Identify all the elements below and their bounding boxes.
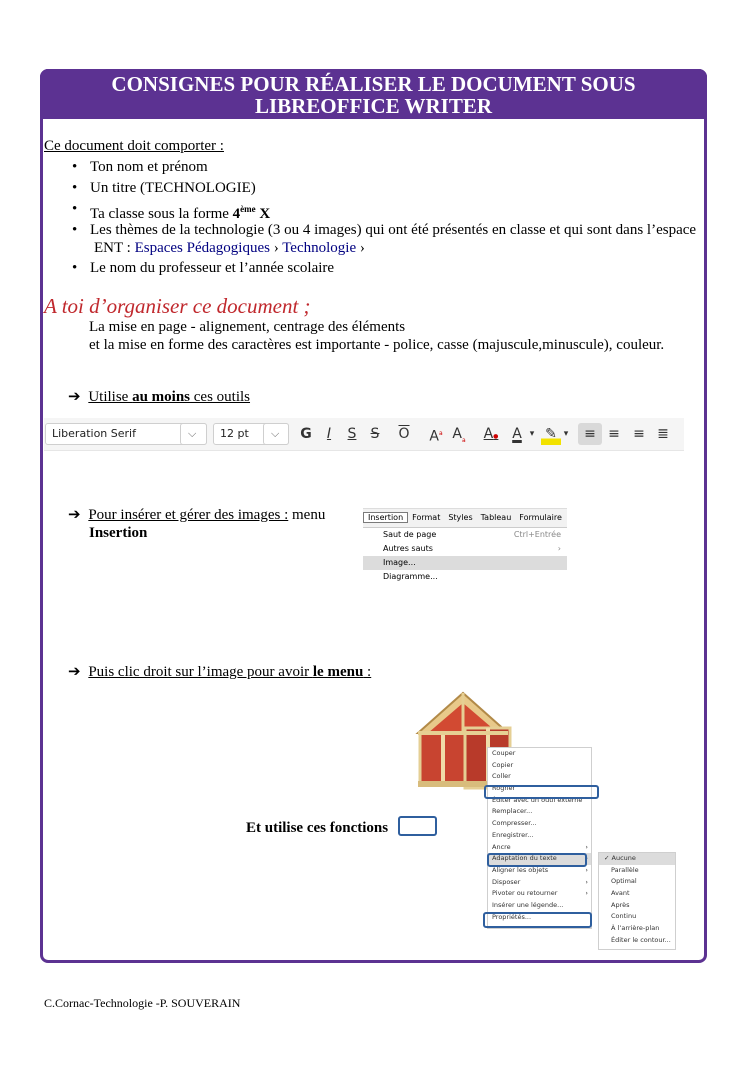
menu-item-optimal[interactable]: Optimal — [611, 877, 637, 886]
functions-label: Et utilise ces fonctions — [246, 820, 389, 836]
highlight-rogner — [484, 785, 599, 799]
menu-item-editer-outil-externe[interactable]: Éditer avec un outil externe — [492, 795, 583, 804]
arrow-icon: ➔ — [68, 662, 81, 680]
chevron-right-icon: › — [585, 877, 588, 886]
highlight-proprietes — [483, 912, 592, 928]
font-color-icon[interactable]: A — [512, 426, 522, 442]
chevron-down-icon[interactable]: ▾ — [563, 429, 569, 439]
chevron-right-icon: › — [585, 865, 588, 874]
subscript-button[interactable]: $A_a$ — [452, 426, 466, 444]
menu-item-avant[interactable]: Avant — [611, 889, 630, 898]
menu-item-couper[interactable]: Couper — [492, 749, 516, 757]
menu-item-remplacer[interactable]: Remplacer... — [492, 807, 533, 816]
chevron-right-icon: › — [585, 854, 588, 863]
list-item: • Les thèmes de la technologie (3 ou 4 images) qui ont été présentés en classe et qui sont dans l’espace ENT : Espaces Pédagogiques › Technologie › — [72, 221, 707, 257]
italic-button[interactable]: I — [326, 426, 332, 442]
chevron-right-icon: › — [585, 842, 588, 851]
menu-item-proprietes[interactable]: Propriétés... — [492, 912, 532, 921]
menu-item-pivoter[interactable]: Pivoter ou retourner › — [488, 888, 591, 900]
highlight-legend-box — [398, 816, 437, 836]
menu-insertion[interactable]: Insertion — [363, 512, 408, 523]
menu-item-adaptation-du-texte[interactable]: Adaptation du texte › — [488, 853, 591, 865]
list-item: • Un titre (TECHNOLOGIE) — [72, 179, 256, 197]
chevron-right-icon: › — [585, 889, 588, 898]
intro-text: Ce document doit comporter : — [44, 138, 224, 154]
rightclick-instruction: ➔ Puis clic droit sur l’image pour avoir le menu : — [68, 662, 372, 680]
footer-credit: C.Cornac-Technologie -P. SOUVERAIN — [44, 996, 241, 1010]
menu-item-ancre[interactable]: Ancre › — [488, 842, 591, 854]
arrow-icon: ➔ — [68, 505, 81, 523]
menu-item-disposer[interactable]: Disposer › — [488, 877, 591, 889]
menu-format[interactable]: Format — [412, 513, 441, 522]
font-size-box[interactable]: 12 pt — [213, 423, 289, 445]
list-item: • Le nom du professeur et l’année scolaire — [72, 259, 334, 277]
menu-item-enregistrer[interactable]: Enregistrer... — [492, 830, 534, 839]
menu-tableau[interactable]: Tableau — [480, 513, 512, 522]
formatting-toolbar — [44, 418, 684, 451]
superscript-button[interactable]: $A^a$ — [429, 428, 443, 445]
organise-line-1: La mise en page - alignement, centrage des éléments — [89, 319, 406, 335]
bold-button[interactable]: G — [300, 426, 312, 442]
chevron-right-icon: › — [557, 544, 561, 553]
chevron-down-icon[interactable]: ⌵ — [180, 423, 207, 445]
align-right-icon[interactable]: ≡ — [633, 426, 645, 442]
menu-styles[interactable]: Styles — [448, 513, 473, 522]
menu-formulaire[interactable]: Formulaire — [519, 513, 562, 522]
menu-item-saut-de-page[interactable]: Saut de page Ctrl+Entrée — [383, 530, 561, 539]
clear-format-icon[interactable]: A● — [483, 426, 499, 442]
page-title: CONSIGNES POUR RÉALISER LE DOCUMENT SOUS LIBREOFFICE WRITER — [40, 69, 707, 119]
menu-item-apres[interactable]: Après — [611, 900, 630, 909]
wrap-submenu — [598, 852, 676, 950]
align-center-icon[interactable]: ≡ — [608, 426, 620, 442]
align-left-icon[interactable]: ≡ — [578, 423, 602, 445]
strikethrough-button[interactable]: S — [370, 426, 380, 442]
link-espaces-pedagogiques[interactable]: Espaces Pédagogiques — [134, 240, 270, 256]
chevron-down-icon[interactable]: ▾ — [529, 429, 535, 439]
menu-item-coller[interactable]: Coller — [492, 772, 511, 781]
menu-item-compresser[interactable]: Compresser... — [492, 819, 537, 828]
check-icon: ✓ — [604, 854, 612, 862]
tools-instruction: ➔ Utilise au moins ces outils — [68, 387, 251, 405]
menu-item-parallele[interactable]: Parallèle — [611, 865, 639, 874]
menu-item-copier[interactable]: Copier — [492, 760, 514, 769]
insert-menu-screenshot — [363, 508, 567, 597]
overline-button[interactable]: $\overline{O}$ — [398, 426, 410, 442]
menu-item-aligner-les-objets[interactable]: Aligner les objets › — [488, 865, 591, 877]
images-instruction: ➔ Pour insérer et gérer des images : menu Insertion — [68, 505, 326, 541]
menu-item-autres-sauts[interactable]: Autres sauts › — [363, 542, 567, 556]
organise-line-2: et la mise en forme des caractères est importante - police, casse (majuscule,minuscule), couleur. — [89, 337, 665, 353]
underline-button[interactable]: S — [347, 426, 357, 442]
menu-item-editer-contour[interactable]: Éditer le contour... — [611, 935, 671, 944]
link-technologie[interactable]: Technologie — [282, 240, 357, 256]
list-item: • Ta classe sous la forme 4ème X — [72, 200, 270, 223]
font-name-box[interactable]: Liberation Serif — [45, 423, 207, 445]
chevron-down-icon[interactable]: ⌵ — [263, 423, 289, 445]
menu-item-aucune[interactable]: ✓ Aucune — [599, 853, 675, 865]
menu-item-continu[interactable]: Continu — [611, 912, 637, 921]
menu-item-arriere-plan[interactable]: À l’arrière-plan — [611, 924, 660, 933]
context-menu — [487, 747, 592, 929]
arrow-icon: ➔ — [68, 387, 81, 405]
organise-heading: A toi d’organiser ce document ; — [44, 294, 311, 318]
highlight-adaptation — [487, 853, 587, 867]
menu-item-inserer-legende[interactable]: Insérer une légende... — [492, 900, 564, 909]
menu-item-diagramme[interactable]: Diagramme... — [383, 572, 438, 581]
list-item: • Ton nom et prénom — [72, 158, 208, 176]
menu-item-image[interactable]: Image... — [363, 556, 567, 570]
menu-item-rogner[interactable]: Rogner — [492, 784, 516, 793]
highlight-color-icon[interactable]: ✎ — [541, 423, 561, 445]
align-justify-icon[interactable]: ≣ — [657, 426, 669, 442]
menu-bar — [363, 509, 567, 528]
